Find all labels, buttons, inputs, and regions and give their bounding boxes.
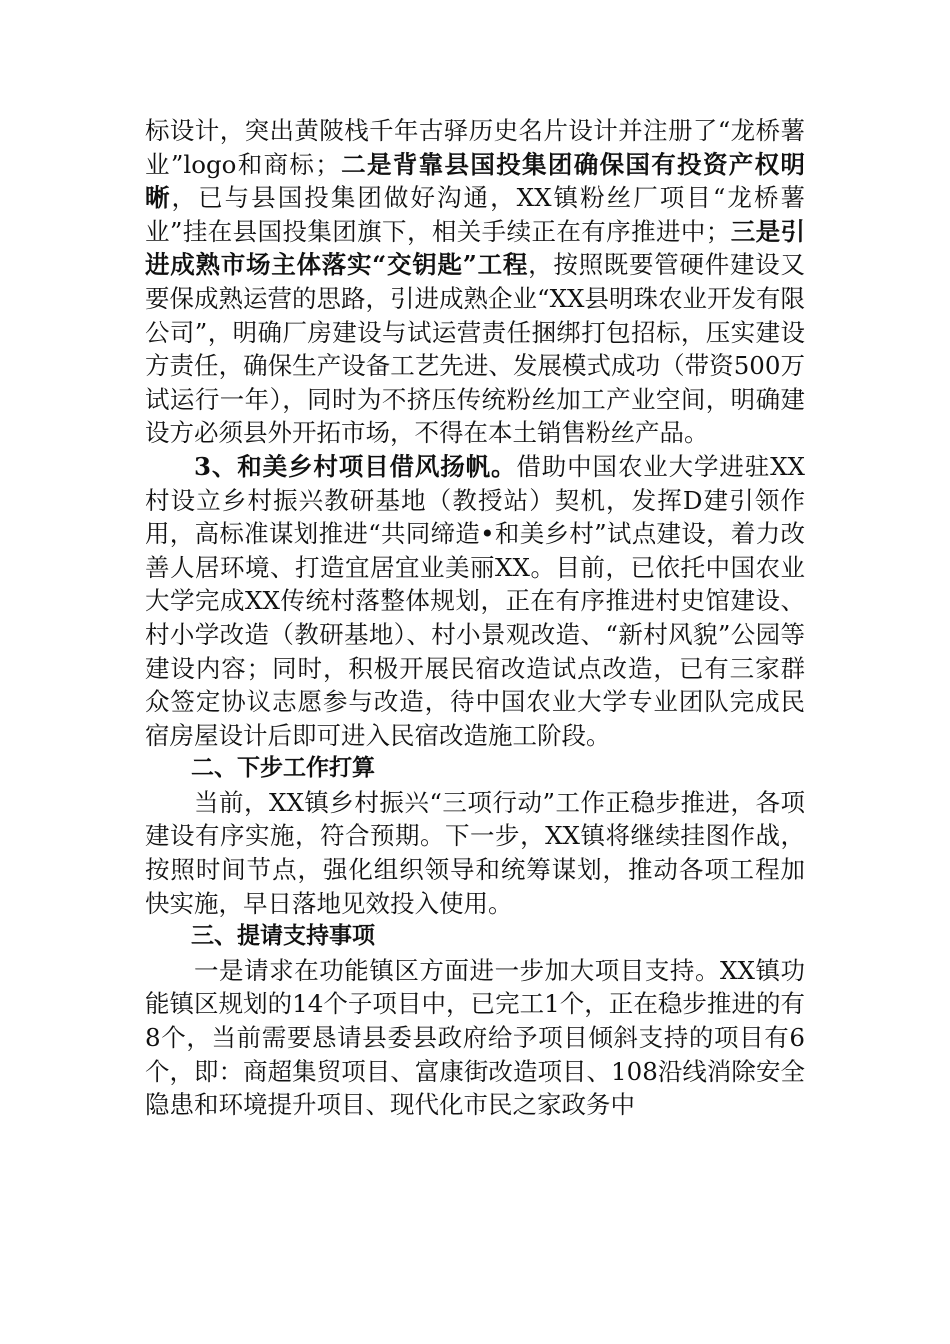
- paragraph-text: ，已与县国投集团做好沟通，XX镇粉丝厂项目“龙桥薯业”挂在县国投集团旗下，相关手续正在有序推进中；: [145, 183, 805, 246]
- paragraph-text: ，按照既要管硬件建设又要保成熟运营的思路，引进成熟企业“XX县明珠农业开发有限公司”，明确厂房建设与试运营责任捆绑打包招标，压实建设方责任，确保生产设备工艺先进、发展模式成功（带资500万试运行一年），同时为不挤压传统粉丝加工产业空间，明确建设方必须县外开拓市场，不得在本土销售粉丝产品。: [145, 250, 806, 448]
- paragraph-text: 借助中国农业大学进驻XX村设立乡村振兴教研基地（教授站）契机，发挥D建引领作用，高标准谋划推进“共同缔造•和美乡村”试点建设，着力改善人居环境、打造宜居宜业美丽XX。目前，已依托中国农业大学完成XX传统村落整体规划，正在有序推进村史馆建设、村小学改造（教研基地）、村小景观改造、“新村风貌”公园等建设内容；同时，积极开展民宿改造试点改造，已有三家群众签定协议志愿参与改造，待中国农业大学专业团队完成民宿房屋设计后即可进入民宿改造施工阶段。: [145, 451, 805, 750]
- paragraph-text: 标设计，突出黄陂栈千年古驿历史名片设计并注册了“龙桥薯业”logo和商标；: [145, 116, 805, 179]
- paragraph-next-steps: 当前，XX镇乡村振兴“三项行动”工作正稳步推进，各项建设有序实施，符合预期。下一步，XX镇将继续挂图作战，按照时间节点，强化组织领导和统筹谋划，推动各项工程加快实施，早日落地见效投入使用。: [145, 787, 805, 918]
- bold-phrase: 二是背靠县国投集团确保国有投资产权明晰: [145, 149, 806, 213]
- paragraph-support-requests: 一是请求在功能镇区方面进一步加大项目支持。XX镇功能镇区规划的14个子项目中，已完工1个，正在稳步推进的有8个，当前需要恳请县委县政府给予项目倾斜支持的项目有6个，即：商超集贸项目、富康街改造项目、108沿线消除安全隐患和环境提升项目、现代化市民之家政务中: [145, 955, 805, 1120]
- paragraph-brand-project: [145, 114, 805, 450]
- paragraph-village-project: [145, 450, 805, 752]
- section-heading-support-requests: 三、提请支持事项: [191, 923, 375, 950]
- document-body: [145, 114, 805, 1122]
- bold-phrase: 三是引进成熟市场主体落实“交钥匙”工程: [145, 216, 806, 280]
- bold-phrase: 3、和美乡村项目借风扬帆。: [194, 451, 517, 481]
- section-heading-next-steps: 二、下步工作打算: [191, 755, 375, 782]
